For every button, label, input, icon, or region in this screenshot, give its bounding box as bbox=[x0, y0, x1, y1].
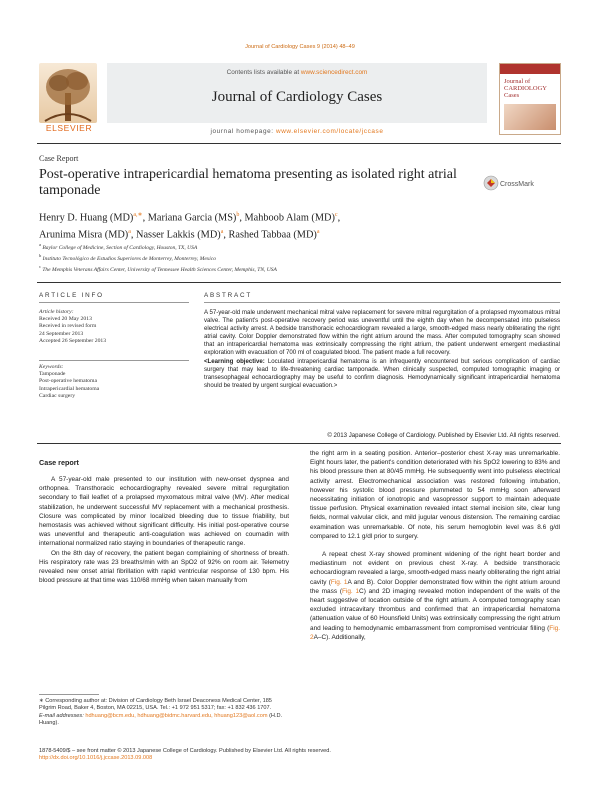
sciencedirect-link[interactable]: www.sciencedirect.com bbox=[300, 69, 368, 76]
affiliation-marker: b bbox=[39, 253, 42, 259]
crossmark-badge[interactable] bbox=[483, 175, 545, 191]
body-paragraph: On the 8th day of recovery, the patient began complaining of shortness of breath. His respiratory rate was 23 breaths/min with an SpO2 of 92% on room air. Telemetry revealed new onset atrial fibrillation with rapid ventricular response of 130 bpm. His blood pressure at that time was 110/68 mmHg when taken manually from bbox=[39, 549, 289, 585]
footnote-address: ∗ Corresponding author at: Division of Cardiology Beth Israel Deaconess Medical Center, 185 Pilgrim Road, Baker 4, Boston, MA 02215, USA. Tel.: +1 972 951 5317; fax: +1 832 436 1707. bbox=[39, 698, 272, 712]
elsevier-logo bbox=[37, 63, 101, 135]
email-label: E-mail addresses: bbox=[39, 712, 86, 719]
svg-text:CrossMark: CrossMark bbox=[500, 181, 534, 188]
keyword: Cardiac surgery bbox=[39, 392, 76, 399]
masthead-banner bbox=[107, 63, 487, 123]
abstract-bottom-rule bbox=[37, 443, 561, 444]
body-paragraph bbox=[310, 550, 560, 642]
affiliation-list bbox=[39, 241, 559, 274]
history-entry: 24 September 2013 bbox=[39, 330, 84, 337]
abstract-body bbox=[204, 309, 560, 390]
keyword: Post-operative hematoma bbox=[39, 378, 97, 385]
body-left-column bbox=[39, 475, 289, 585]
article-info-rule bbox=[39, 302, 189, 303]
keyword: Tamponade bbox=[39, 371, 66, 378]
body-text: C) and 2D imaging revealed motion independent of the walls of the heart suggestive of location outside of the right atrium. A computed tomography scan excluded intracavitary thrombus and confirmed that an intrapericardial hematoma (attenuation value of 60 Hounsfield Units) was extrinsically compressing the right atrium and leading to hemodynamic embarrassment from compromised ventricular filling ( bbox=[310, 587, 560, 632]
learning-objective-text: Loculated intrapericardial hematoma is an infrequently encountered but serious complication of cardiac surgery that may lead to life-threatening cardiac tamponade. When clinically suspected, computed tomographic imaging or transesophageal echocardiography may be useful to confirm diagnosis. Hemodynamically significant intrapericardial hematoma should be treated by urgent surgical evacuation.> bbox=[204, 357, 560, 389]
learning-objective-label: <Learning objective: bbox=[204, 357, 265, 365]
figure-link[interactable]: Fig. 1 bbox=[341, 587, 360, 595]
affiliation bbox=[39, 263, 559, 274]
body-text: A repeat chest X-ray showed prominent widening of the right heart border and mediastinum not evident on previous chest X-ray. A bedside transthoracic echocardiogram revealed a large, smooth-edged mass nearly obliterating the right atrial cavity ( bbox=[310, 551, 560, 586]
corresponding-author-footnote bbox=[39, 698, 289, 728]
journal-citation: Journal of Cardiology Cases 9 (2014) 48–49 bbox=[245, 44, 355, 50]
section-heading: Case report bbox=[39, 458, 79, 467]
learning-objective bbox=[204, 358, 560, 390]
history-entry: Accepted 26 September 2013 bbox=[39, 337, 107, 344]
journal-masthead bbox=[37, 63, 561, 141]
author-name: , Nasser Lakkis (MD) bbox=[130, 229, 221, 241]
footnote-rule bbox=[39, 694, 99, 695]
author-affiliation-marker[interactable]: a bbox=[220, 229, 224, 236]
doi-link[interactable]: http://dx.doi.org/10.1016/j.jccase.2013.09.008 bbox=[39, 755, 153, 762]
keywords-label: Keywords: bbox=[39, 364, 64, 370]
elsevier-tree-icon bbox=[39, 63, 97, 123]
body-right-column bbox=[310, 449, 560, 642]
figure-link[interactable]: Fig. 1 bbox=[330, 578, 348, 586]
journal-cover-thumbnail bbox=[499, 63, 561, 135]
abstract-paragraph: A 57-year-old male underwent mechanical mitral valve replacement for severe mitral regurgitation of a prolapsed myxomatous mitral valve. The patient's post-operative recovery period was uneventful until the eighth day when he decompensated into pulseless electrical activity arrest. A bedside transthoracic echocardiogram revealed a large, smooth-edged mass nearly obliterating the right atrial cavity. Color Doppler demonstrated flow within the right atrium around the mass. After computed tomography scan showed that an intrapericardial hematoma was extrinsically compressing the right atrium, the patient underwent emergent mediastinal exploration with evacuation of 700 ml of coagulated blood. The patient made a full recovery. bbox=[204, 309, 560, 357]
affiliation-text: Baylor College of Medicine, Section of Cardiology, Houston, TX, USA bbox=[41, 244, 198, 251]
journal-name: Journal of Cardiology Cases bbox=[211, 89, 383, 105]
article-type: Case Report bbox=[39, 154, 79, 163]
author-name: Henry D. Huang (MD) bbox=[39, 212, 134, 224]
figure-link[interactable]: Fig. 2 bbox=[310, 624, 560, 641]
history-label: Article history: bbox=[39, 309, 74, 315]
affiliation bbox=[39, 241, 559, 252]
keyword-list bbox=[39, 371, 189, 400]
cover-line-2: CARDIOLOGY bbox=[504, 85, 547, 92]
masthead-divider bbox=[37, 143, 561, 144]
affiliation bbox=[39, 252, 559, 263]
author-affiliation-marker[interactable]: a,∗ bbox=[133, 212, 143, 218]
author-name: , Rashed Tabbaa (MD) bbox=[223, 229, 317, 241]
history-entry: Received in revised form bbox=[39, 323, 97, 330]
keywords bbox=[39, 364, 189, 400]
affiliation-text: The Memphis Veterans Affairs Center, University of Tennessee Health Sciences Center, Memphis, TN, USA bbox=[41, 267, 277, 274]
body-text: A–C). Additionally, bbox=[313, 633, 366, 641]
footnote-emails bbox=[39, 713, 289, 728]
history-list bbox=[39, 316, 189, 345]
author-list bbox=[39, 208, 559, 243]
author-affiliation-marker[interactable]: c bbox=[334, 212, 338, 218]
history-entry: Received 20 May 2013 bbox=[39, 316, 92, 323]
cover-image bbox=[504, 104, 556, 130]
crossmark-icon bbox=[483, 175, 545, 191]
history-divider bbox=[39, 360, 189, 361]
contents-prefix: Contents lists available at bbox=[226, 69, 301, 76]
contents-line bbox=[107, 69, 487, 76]
author-affiliation-marker[interactable]: a bbox=[128, 229, 131, 236]
affiliation-text: Instituto Tecnológico de Estudios Superiores de Monterrey, Monterrey, Mexico bbox=[41, 255, 216, 262]
author-name: , bbox=[337, 212, 341, 224]
issn-line: 1878-5409/$ – see front matter © 2013 Japanese College of Cardiology. Published by Elsevier Ltd. All rights reserved. bbox=[39, 748, 331, 754]
author-affiliation-marker[interactable]: a bbox=[316, 229, 320, 236]
author-name: , Mahboob Alam (MD) bbox=[239, 212, 335, 224]
body-paragraph: the right arm in a seating position. Anterior–posterior chest X-ray was unremarkable. Eight hours later, the patient's condition deteriorated with his SpO2 lowering to 83% and his blood pressure then at 80/45 mmHg. He subsequently went into pulseless electrical activity arrest. Electromechanical association was restored following intubation, however his systolic blood pressure plummeted to 54 mmHg soon afterward necessitating initiation of ionotropic and vasopressor support to maintain adequate tissue perfusion. Physical examination revealed intact sternal incision site, clear lung fields, normal valvular click, and mild jugular venous distension. The remaining cardiac examination was unremarkable. Of note, his serum hemoglobin level was 8.6 g/dl compared to 12.1 g/dl prior to surgery. bbox=[310, 450, 560, 540]
author-line-1 bbox=[39, 208, 559, 225]
copyright-notice: © 2013 Japanese College of Cardiology. Published by Elsevier Ltd. All rights reserved. bbox=[327, 432, 560, 439]
article-title: Post-operative intrapericardial hematoma presenting as isolated right atrial tamponade bbox=[39, 167, 457, 198]
author-affiliation-marker[interactable]: b bbox=[236, 212, 240, 218]
section-divider bbox=[37, 282, 561, 283]
author-name: , Mariana Garcia (MS) bbox=[142, 212, 237, 224]
homepage-prefix: journal homepage: bbox=[210, 128, 276, 135]
journal-homepage-link[interactable]: www.elsevier.com/locate/jccase bbox=[276, 128, 384, 135]
email-links[interactable]: hdhuang@bcm.edu, hdhuang@bidmc.harvard.edu, hhuang123@aol.com bbox=[85, 712, 268, 719]
email-suffix: (H.D. Huang). bbox=[39, 712, 283, 727]
cover-line-1: Journal of bbox=[504, 78, 531, 85]
cover-line-3: Cases bbox=[504, 92, 520, 99]
body-paragraph: A 57-year-old male presented to our institution with new-onset dyspnea and orthopnea. Transthoracic echocardiography revealed severe mitral regurgitation secondary to flail leaflet of a prolapsed myxomatous mitral valve (MV). After medical stabilization, he underwent successful MV replacement with a mechanical prosthesis. Closure was complicated by minor localized bleeding due to tissue friability, but hemostasis was achieved without significant difficulty. His initial post-operative course was uneventful and therapeutic anti-coagulation was achieved on coumadin with international normalized ratio staying in boundaries of therapeutic range. bbox=[39, 476, 289, 548]
journal-homepage bbox=[107, 128, 487, 135]
publisher-wordmark: ELSEVIER bbox=[45, 123, 93, 133]
abstract-rule bbox=[204, 302, 560, 303]
body-text: A and B). Color Doppler demonstrated flow within the right atrium around the mass ( bbox=[310, 578, 560, 595]
cover-title bbox=[504, 78, 547, 99]
page-footer bbox=[39, 748, 559, 763]
keyword: Intrapericardial hematoma bbox=[39, 385, 100, 392]
article-history bbox=[39, 309, 189, 345]
affiliation-marker: a bbox=[39, 242, 41, 247]
abstract-heading: ABSTRACT bbox=[204, 292, 252, 299]
article-info-heading: ARTICLE INFO bbox=[39, 292, 104, 299]
affiliation-marker: c bbox=[39, 264, 41, 270]
author-name: Arunima Misra (MD) bbox=[39, 229, 129, 241]
